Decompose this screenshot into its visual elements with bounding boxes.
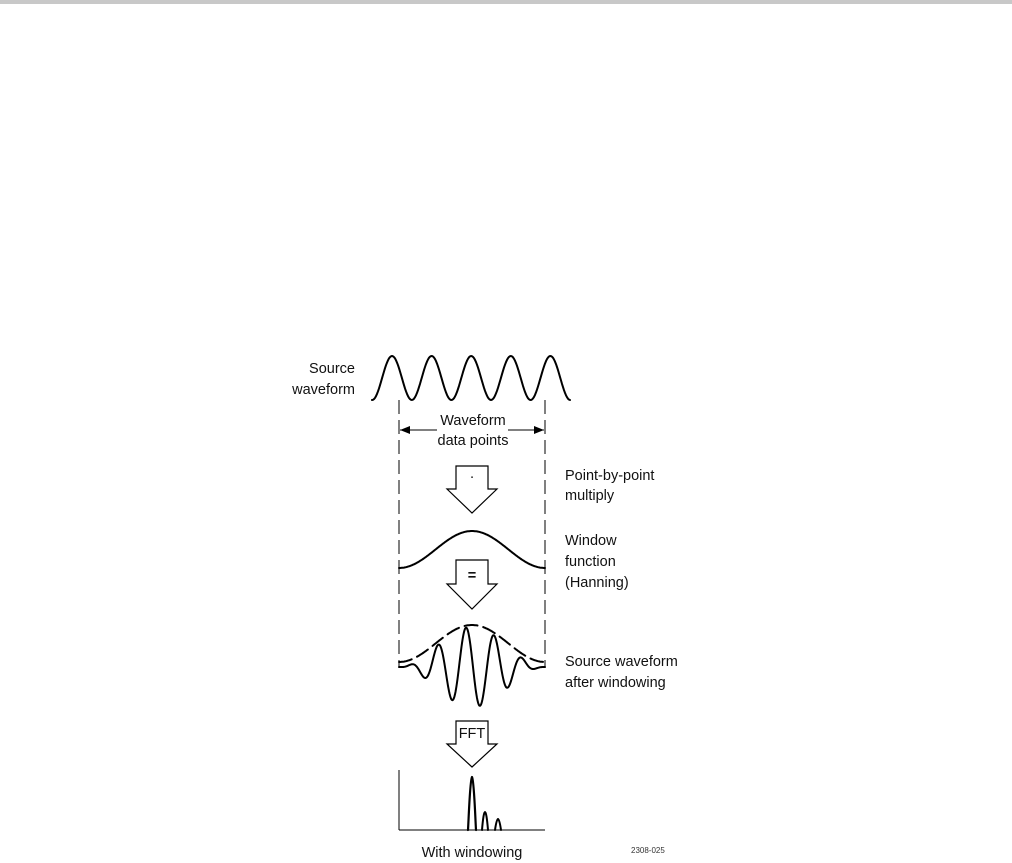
window-label-line2: function bbox=[565, 554, 616, 570]
spectrum-caption: With windowing bbox=[421, 845, 523, 861]
spectrum-side-lobe-1 bbox=[482, 812, 488, 830]
windowed-waveform-trace bbox=[399, 628, 545, 706]
window-label-line3: (Hanning) bbox=[565, 575, 629, 591]
multiply-label-line2: multiply bbox=[565, 488, 615, 504]
spectrum-main-peak bbox=[468, 777, 476, 830]
source-waveform-label-line1: Source bbox=[309, 361, 355, 377]
window-label-line1: Window bbox=[565, 533, 617, 549]
fft-operator: FFT bbox=[458, 726, 486, 742]
source-waveform-trace bbox=[372, 356, 570, 400]
windowed-label-line2: after windowing bbox=[565, 675, 666, 691]
spectrum-side-lobe-2 bbox=[495, 819, 501, 830]
figure-id: 2308-025 bbox=[631, 846, 665, 855]
windowed-label-line1: Source waveform bbox=[565, 654, 678, 670]
equals-operator: = bbox=[467, 568, 477, 584]
multiply-label-line1: Point-by-point bbox=[565, 468, 655, 484]
data-points-label-line1: Waveform bbox=[440, 413, 506, 429]
source-waveform-label-line2: waveform bbox=[292, 382, 355, 398]
data-points-label-line2: data points bbox=[437, 433, 509, 449]
multiply-operator: · bbox=[469, 469, 475, 485]
